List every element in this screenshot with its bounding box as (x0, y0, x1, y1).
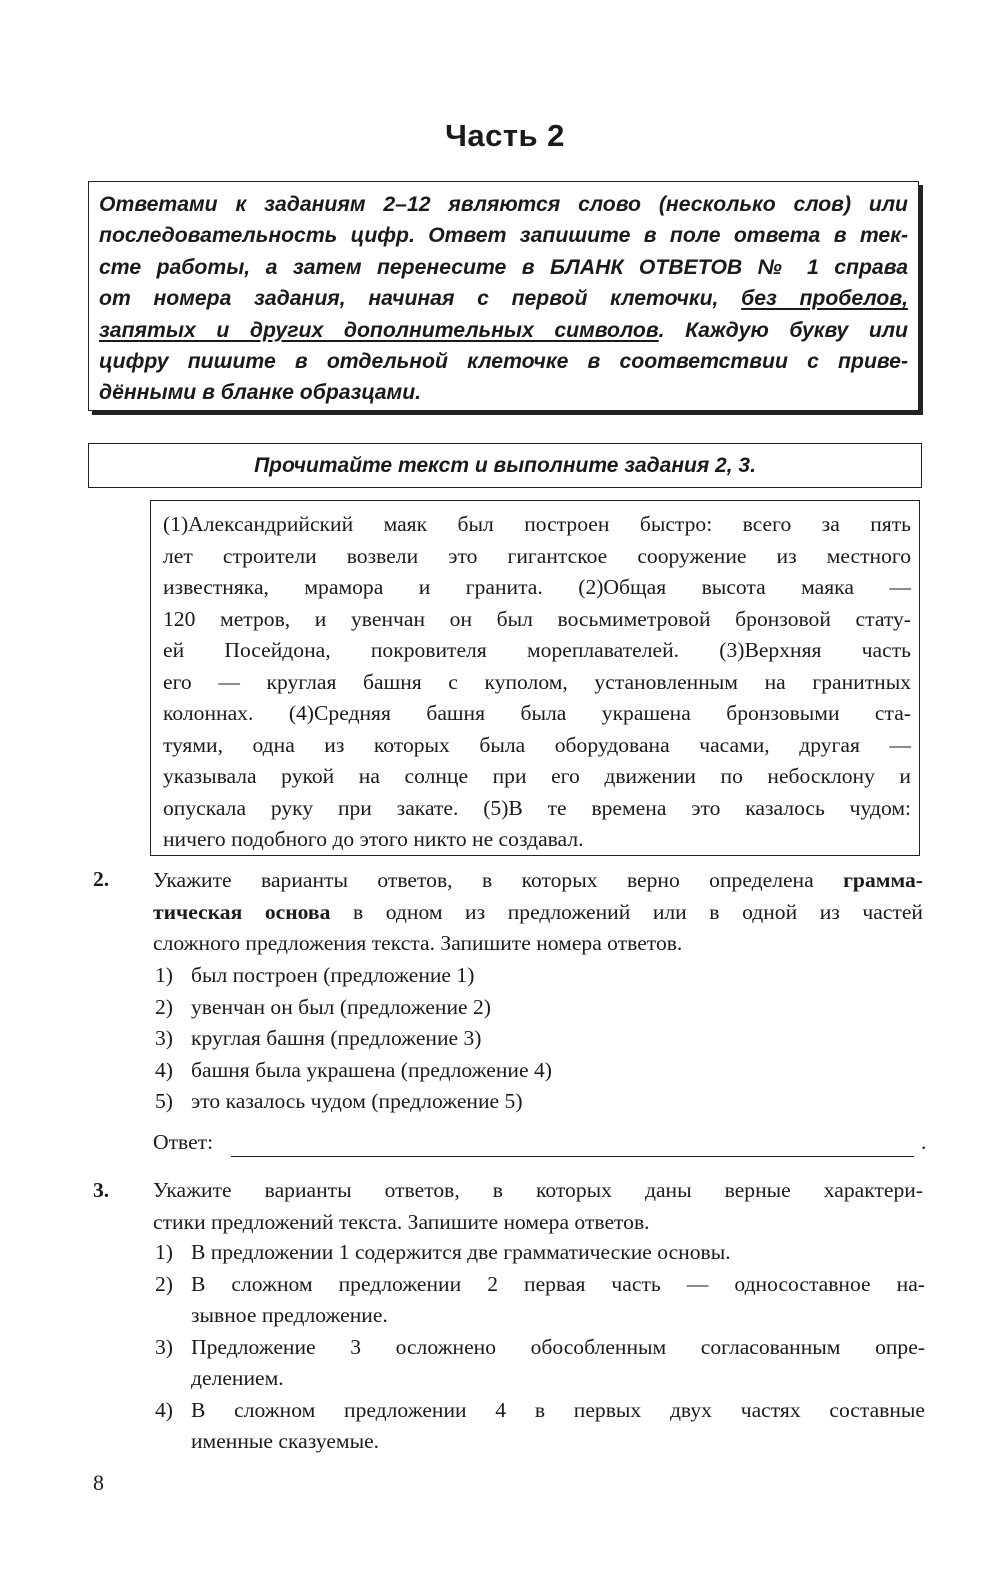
option-item: 3) круглая башня (предложение 3) (155, 1026, 482, 1050)
answer-field[interactable] (231, 1156, 914, 1157)
task-3-number: 3. (93, 1178, 110, 1202)
page-title: Часть 2 (445, 118, 565, 153)
passage-line: опускала руку при закате. (5)В те времена это казалось чудом: (163, 795, 911, 820)
instructions-line: дёнными в бланке образцами. (99, 381, 422, 405)
option-item: 2) увенчан он был (предложение 2) (155, 994, 491, 1019)
instructions-line: цифру пишите в отдельной клеточке в соответствии с приве- (99, 350, 908, 374)
passage-line: колоннах. (4)Средняя башня была украшена бронзовыми ста- (163, 701, 911, 725)
instructions-line: сте работы, а затем перенесите в БЛАНК ОТВЕТОВ № 1 справа (99, 255, 908, 279)
option-item: 2) В сложном предложении 2 первая часть — односоставное на- (155, 1271, 925, 1296)
underlined-text: запятых и других дополнительных символов (99, 318, 659, 342)
passage-line: известняка, мрамора и гранита. (2)Общая высота маяка — (163, 575, 911, 599)
read-prompt: Прочитайте текст и выполните задания 2, 3. (88, 443, 922, 488)
passage-line: лет строители возвели это гигантское сооружение из местного (163, 543, 911, 568)
task-2-number: 2. (93, 867, 110, 891)
task-2-question: Укажите варианты ответов, в которых верно определена грамма- тическая основа в одном из предложений или в одной из частей сложного предложения текста. Запишите номера ответов. (153, 868, 923, 955)
option-item: 4) В сложном предложении 4 в первых двух частях составные (155, 1397, 925, 1422)
page-number: 8 (93, 1470, 104, 1495)
reading-passage (150, 500, 920, 856)
task-2-options (155, 960, 925, 1118)
instructions-line: последовательность цифр. Ответ запишите в поле ответа в тек- (99, 224, 908, 248)
option-item: 1) В предложении 1 содержится две грамматические основы. (155, 1240, 731, 1264)
instructions-box (88, 181, 919, 411)
option-continuation: делением. (191, 1366, 284, 1390)
option-continuation: именные сказуемые. (191, 1429, 380, 1453)
passage-line: (1)Александрийский маяк был построен быстро: всего за пять (163, 512, 911, 536)
passage-line: ей Посейдона, покровителя мореплавателей. (3)Верхняя часть (163, 638, 911, 662)
instructions-line: Ответами к заданиям 2–12 являются слово (несколько слов) или (99, 193, 908, 216)
instructions-line: запятых и других дополнительных символов. Каждую букву или (99, 318, 908, 342)
option-continuation: зывное предложение. (191, 1303, 388, 1327)
task-3-options (155, 1237, 925, 1458)
passage-line: туями, одна из которых была оборудована часами, другая — (163, 732, 911, 757)
passage-line: его — круглая башня с куполом, установленным на гранитных (163, 669, 911, 694)
passage-line: указывала рукой на солнце при его движении по небосклону и (163, 764, 911, 788)
option-item: 4) башня была украшена (предложение 4) (155, 1057, 552, 1082)
underlined-text: без пробелов, (741, 287, 908, 311)
instructions-line: от номера задания, начиная с первой клеточки, без пробелов, (99, 287, 908, 311)
task-2-answer-row (153, 1130, 933, 1155)
option-item: 3) Предложение 3 осложнено обособленным согласованным опре- (155, 1334, 925, 1359)
option-item: 5) это казалось чудом (предложение 5) (155, 1089, 523, 1113)
option-item: 1) был построен (предложение 1) (155, 963, 475, 987)
answer-end: . (921, 1130, 927, 1154)
passage-line: ничего подобного до этого никто не создавал. (163, 827, 584, 851)
task-3-question: Укажите варианты ответов, в которых даны верные характери- стики предложений текста. Запишите номера ответов. (153, 1178, 923, 1234)
passage-line: 120 метров, и увенчан он был восьмиметровой бронзовой стату- (163, 606, 911, 631)
answer-label: Ответ: (153, 1130, 214, 1154)
